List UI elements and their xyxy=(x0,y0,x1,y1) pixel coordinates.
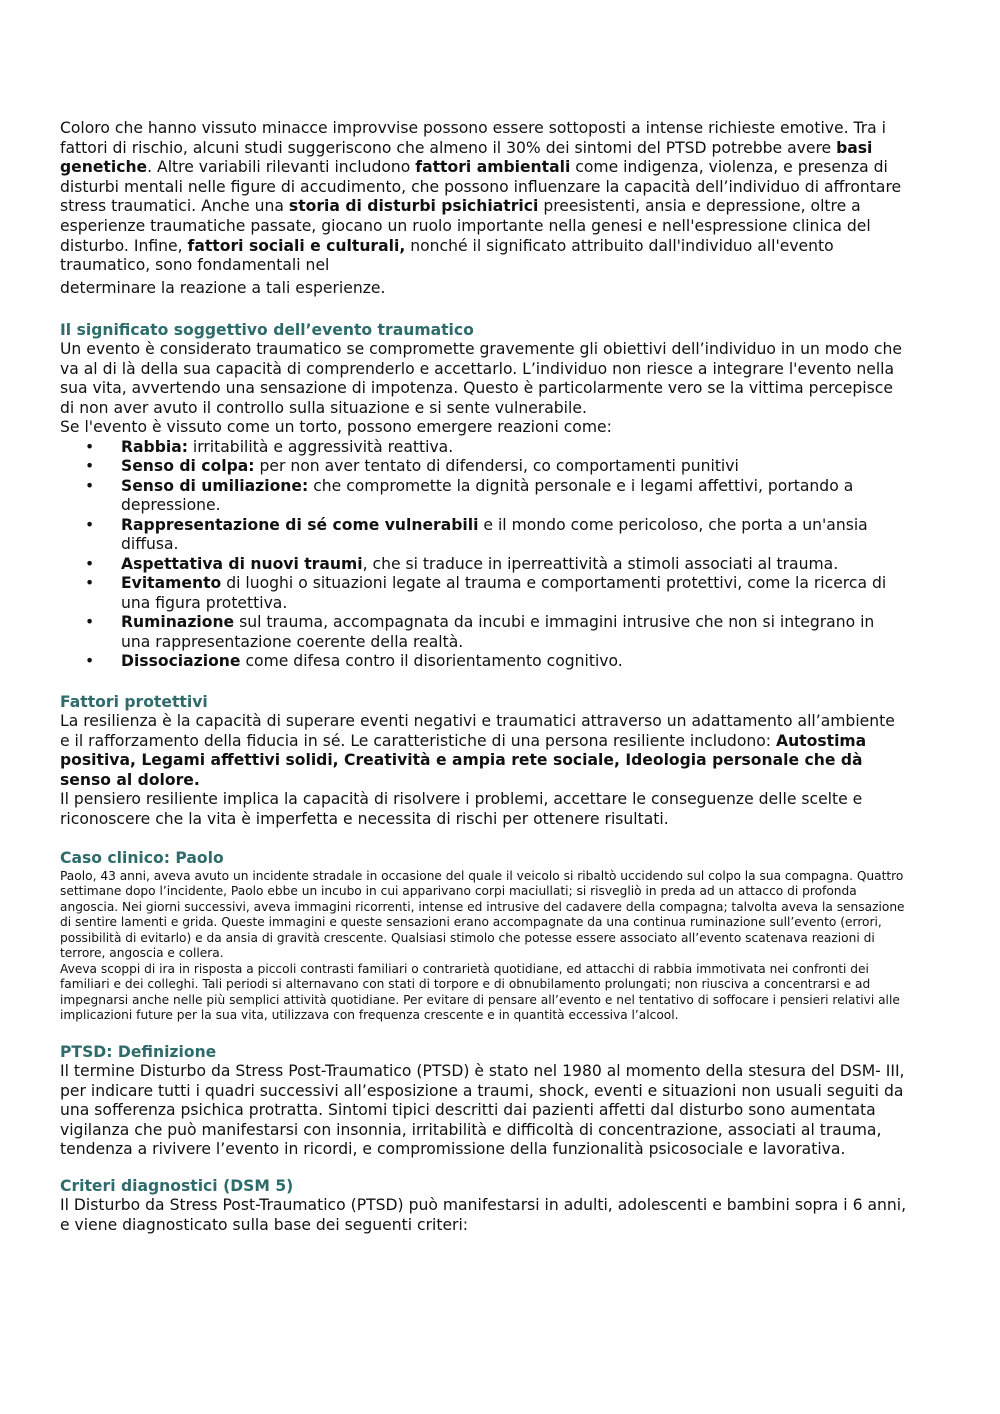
list-item-term: Dissociazione xyxy=(121,652,241,671)
list-item-text: che compromette la dignità personale e i legami affettivi, portando a depressione. xyxy=(121,476,854,515)
list-item xyxy=(60,438,908,458)
intro-bold-4: fattori sociali e culturali, xyxy=(187,236,406,255)
intro-text-5: nonché il significato attribuito dall'individuo all'evento traumatico, sono fondamentali nel xyxy=(60,236,834,275)
intro-text-2: . Altre variabili rilevanti includono xyxy=(147,158,416,177)
significato-lead: Se l'evento è vissuto come un torto, possono emergere reazioni come: xyxy=(60,418,612,437)
bullet-icon: • xyxy=(85,613,95,632)
protettivi-text: La resilienza è la capacità di superare eventi negativi e traumatici attraverso un adattamento all’ambiente e il rafforzamento della fiducia in sé. Le caratteristiche di una persona resiliente includono: xyxy=(60,712,895,750)
intro-text-3: come indigenza, violenza, e presenza di disturbi mentali nelle figure di accudimento, che possono influenzare la capacità dell’individuo di affrontare stress traumatici. Anche una xyxy=(60,158,902,216)
list-item xyxy=(60,613,908,652)
list-item xyxy=(60,652,908,672)
intro-bold-1: basi genetiche xyxy=(60,138,873,177)
section-heading-protettivi: Fattori protettivi xyxy=(60,692,208,711)
list-item xyxy=(60,555,908,575)
definizione-paragraph: Il termine Disturbo da Stress Post-Traumatico (PTSD) è stato nel 1980 al momento della stesura del DSM- III, per indicare tutti i quadri successivi all’esposizione a traumi, shock, eventi e situazioni non usuali seguiti da una sofferenza psichica protratta. Sintomi tipici descritti dai pazienti affetti dal disturbo sono aumentata vigilanza che può manifestarsi con insonnia, irritabilità e difficoltà di concentrazione, associati al trauma, tendenza a rivivere l’evento in ricordi, e compromissione della funzionalità psicosociale e lavorativa. xyxy=(60,1062,905,1159)
list-item-term: Rabbia: xyxy=(121,437,188,456)
list-item-text: di luoghi o situazioni legate al trauma e comportamenti protettivi, come la ricerca di una figura protettiva. xyxy=(121,574,887,612)
caso-paragraph-2: Aveva scoppi di ira in risposta a piccoli contrasti familiari o contrarietà quotidiane, ed attacchi di rabbia immotivata nei confronti dei familiari e dei colleghi. Tali periodi si alternavano con stati di torpore e di obnubilamento prolungati; non riusciva a concentrarsi e ad impegnarsi anche nelle più semplici attività quotidiane. Per evitare di pensare all’evento e nel tentativo di soffocare i pensieri relativi alle implicazioni future per la sua vita, utilizzava con frequenza crescente e in quantità eccessiva l’alcool. xyxy=(60,961,900,1023)
intro-text-1: Coloro che hanno vissuto minacce improvvise possono essere sottoposti a intense richieste emotive. Tra i fattori di rischio, alcuni studi suggeriscono che almeno il 30% dei sintomi del PTSD potrebbe avere xyxy=(60,119,887,157)
bullet-icon: • xyxy=(85,437,95,456)
intro-paragraph xyxy=(60,119,908,301)
list-item-term: Senso di umiliazione: xyxy=(121,476,309,495)
resiliente-paragraph: Il pensiero resiliente implica la capacità di risolvere i problemi, accettare le conseguenze delle scelte e riconoscere che la vita è imperfetta e necessita di rischi per ottenere risultati. xyxy=(60,790,863,828)
list-item xyxy=(60,477,908,516)
list-item-text: come difesa contro il disorientamento cognitivo. xyxy=(240,652,623,671)
list-item-text: per non aver tentato di difendersi, co comportamenti punitivi xyxy=(254,457,739,476)
list-item-term: Aspettativa di nuovi traumi xyxy=(121,554,363,573)
section-heading-definizione: PTSD: Definizione xyxy=(60,1042,217,1061)
list-item-term: Rappresentazione di sé come vulnerabili xyxy=(121,515,479,534)
list-item xyxy=(60,574,908,613)
section-heading-criteri: Criteri diagnostici (DSM 5) xyxy=(60,1176,294,1195)
criteri-paragraph: Il Disturbo da Stress Post-Traumatico (PTSD) può manifestarsi in adulti, adolescenti e bambini sopra i 6 anni, e viene diagnosticato sulla base dei seguenti criteri: xyxy=(60,1196,907,1234)
significato-paragraph: Un evento è considerato traumatico se compromette gravemente gli obiettivi dell’individuo in un modo che va al di là della sua capacità di comprenderlo e accettarlo. L’individuo non riesce a integrare l'evento nella sua vita, avvertendo una sensazione di impotenza. Questo è particolarmente vero se la vittima percepisce di non aver avuto il controllo sulla situazione e si sente vulnerabile. xyxy=(60,340,902,417)
section-heading-caso: Caso clinico: Paolo xyxy=(60,849,224,868)
list-item-term: Ruminazione xyxy=(121,613,235,632)
page-content xyxy=(60,119,908,1235)
intro-text-6: determinare la reazione a tali esperienze. xyxy=(60,278,386,297)
bullet-icon: • xyxy=(85,476,95,495)
bullet-icon: • xyxy=(85,574,95,593)
list-item-text: sul trauma, accompagnata da incubi e immagini intrusive che non si integrano in una rappresentazione coerente della realtà. xyxy=(121,613,875,651)
list-item-text: , che si traduce in iperreattività a stimoli associati al trauma. xyxy=(362,554,839,573)
list-item xyxy=(60,457,908,477)
reactions-list xyxy=(60,438,908,672)
intro-bold-2: fattori ambientali xyxy=(415,158,571,177)
list-item-text: irritabilità e aggressività reattiva. xyxy=(187,437,454,456)
bullet-icon: • xyxy=(85,652,95,671)
section-heading-significato: Il significato soggettivo dell’evento traumatico xyxy=(60,320,474,339)
list-item-term: Senso di colpa: xyxy=(121,457,255,476)
caso-paragraph-1: Paolo, 43 anni, aveva avuto un incidente stradale in occasione del quale il veicolo si ribaltò uccidendo sul colpo la sua compagna. Quattro settimane dopo l’incidente, Paolo ebbe un incubo in cui apparivano corpi maciullati; si risvegliò in preda ad un attacco di profonda angoscia. Nei giorni successivi, aveva immagini ricorrenti, intense ed intrusive del cadavere della compagna; talvolta aveva la sensazione di sentire lamenti e grida. Queste immagini e queste sensazioni erano accompagnate da una continua ruminazione sull’evento (errori, possibilità di evitarlo) e da ansia di gravità crescente. Qualsiasi stimolo che potesse essere associato all’evento scatenava reazioni di terrore, angoscia e collera. xyxy=(60,868,905,961)
protettivi-paragraph xyxy=(60,712,908,790)
bullet-icon: • xyxy=(85,554,95,573)
list-item-term: Evitamento xyxy=(121,574,222,593)
protettivi-bold: Autostima positiva, Legami affettivi solidi, Creatività e ampia rete sociale, Ideologia personale che dà senso al dolore. xyxy=(60,731,867,789)
bullet-icon: • xyxy=(85,457,95,476)
bullet-icon: • xyxy=(85,515,95,534)
intro-text-4: preesistenti, ansia e depressione, oltre a esperienze traumatiche passate, giocano un ruolo importante nella genesi e nell'espressione clinica del disturbo. Infine, xyxy=(60,197,871,255)
list-item xyxy=(60,516,908,555)
list-item-text: e il mondo come pericoloso, che porta a un'ansia diffusa. xyxy=(121,515,868,554)
intro-bold-3: storia di disturbi psichiatrici xyxy=(288,197,539,216)
